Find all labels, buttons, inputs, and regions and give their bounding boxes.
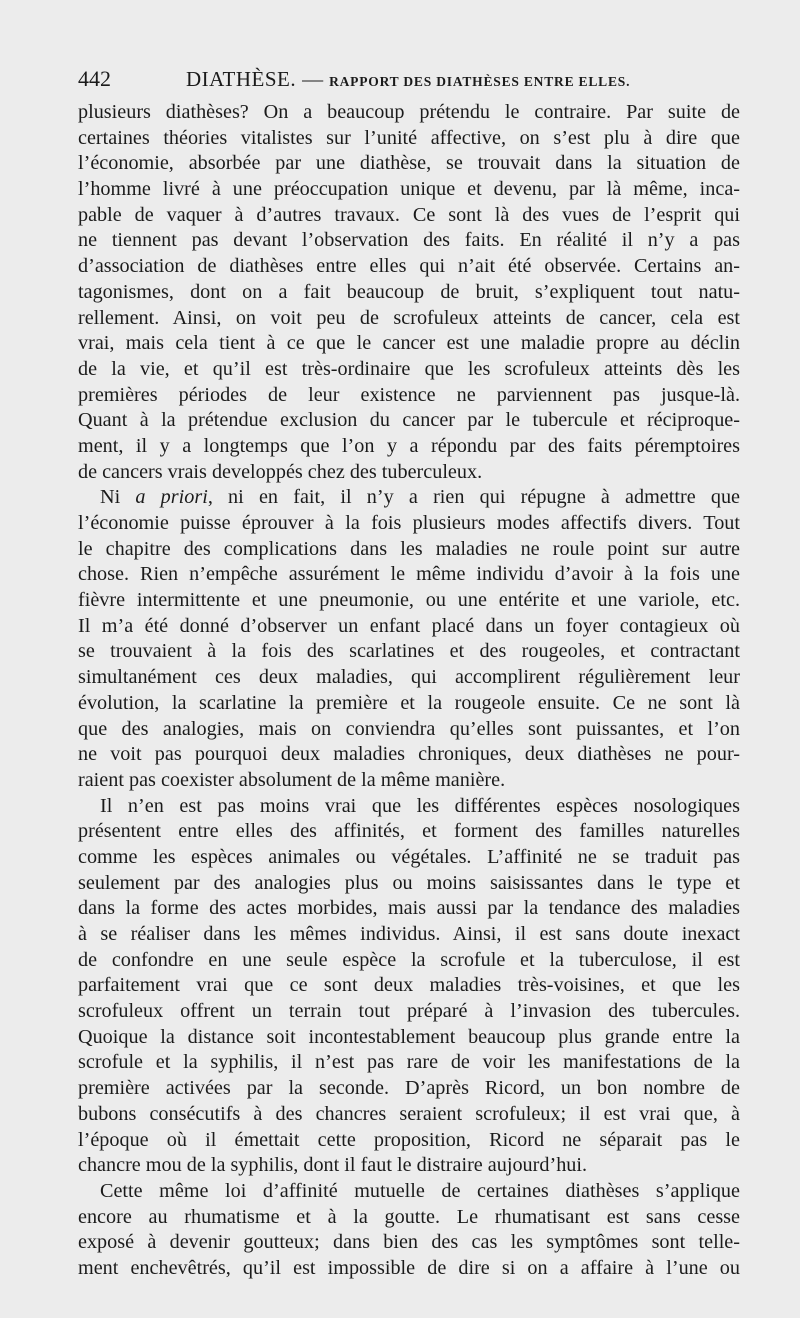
text-line: de cancers vrais developpés chez des tuberculeux.: [78, 460, 483, 483]
text-line: exposé à devenir goutteux; dans bien des cas les symptômes sont telle-: [78, 1231, 740, 1254]
text-line: dans la forme des actes morbides, mais aussi par la tendance des maladies: [78, 897, 740, 920]
running-title: RAPPORT DES DIATHÈSES ENTRE ELLES.: [329, 74, 631, 89]
text-line: scrofuleux offrent un terrain tout préparé à l’invasion des tubercules.: [78, 1000, 740, 1023]
text-line: ment, il y a longtemps que l’on y a répondu par des faits péremptoires: [78, 434, 740, 457]
text-line: à se réaliser dans les mêmes individus. Ainsi, il est sans doute inexact: [78, 923, 740, 945]
running-header: [78, 62, 740, 96]
text-run: Ni: [100, 486, 136, 509]
body-text: [78, 100, 740, 1282]
text-line: tagonismes, dont on a fait beaucoup de bruit, s’expliquent tout natu-: [78, 280, 740, 303]
text-line: pable de vaquer à d’autres travaux. Ce sont là des vues de l’esprit qui: [78, 203, 740, 226]
paragraph-1: [78, 100, 740, 485]
text-line: d’association de diathèses entre elles qui n’ait été observée. Certains an-: [78, 255, 740, 278]
text-line: le chapitre des complications dans les maladies ne roule point sur autre: [78, 537, 740, 560]
text-line: Il m’a été donné d’observer un enfant placé dans un foyer contagieux où: [78, 614, 740, 637]
text-line: l’époque où il émettait cette proposition, Ricord ne séparait pas le: [78, 1128, 740, 1151]
text-line: chancre mou de la syphilis, dont il faut le distraire aujourd’hui.: [78, 1154, 588, 1177]
text-line: scrofule et la syphilis, il n’est pas rare de voir les manifestations de la: [78, 1051, 740, 1074]
text-line: l’économie, absorbée par une diathèse, se trouvait dans la situation de: [78, 152, 740, 175]
text-line: de la vie, et qu’il est très-ordinaire que les scrofuleux atteints dès les: [78, 357, 740, 380]
text-line: de confondre en une seule espèce la scrofule et la tuberculose, il est: [78, 948, 740, 971]
text-line: simultanément ces deux maladies, qui accomplirent régulièrement leur: [78, 666, 740, 689]
text-line: Il n’en est pas moins vrai que les différentes espèces nosologiques: [100, 794, 740, 817]
page-number: 442: [78, 66, 111, 91]
text-line: premières périodes de leur existence ne parviennent pas jusque-là.: [78, 383, 740, 406]
text-line: présentent entre elles des affinités, et forment des familles naturelles: [78, 820, 740, 843]
text-line: [78, 485, 740, 511]
text-line: bubons consécutifs à des chancres seraient scrofuleux; il est vrai que, à: [78, 1102, 740, 1125]
text-line: encore au rhumatisme et à la goutte. Le rhumatisant est sans cesse: [78, 1205, 740, 1228]
text-line: plusieurs diathèses? On a beaucoup prétendu le contraire. Par suite de: [78, 101, 740, 123]
text-line: évolution, la scarlatine la première et la rougeole ensuite. Ce ne sont là: [78, 691, 740, 714]
text-line: Cette même loi d’affinité mutuelle de certaines diathèses s’applique: [100, 1179, 740, 1202]
paragraph-4: [78, 1179, 740, 1282]
paragraph-2: [78, 485, 740, 793]
text-line: chose. Rien n’empêche assurément le même individu d’avoir à la fois une: [78, 563, 740, 586]
text-line: parfaitement vrai que ce sont deux maladies très-voisines, et que les: [78, 974, 740, 997]
text-line: ne tiennent pas devant l’observation des faits. En réalité il n’y a pas: [78, 229, 740, 252]
text-line: ne voit pas pourquoi deux maladies chroniques, deux diathèses ne pour-: [78, 743, 740, 766]
text-line: raient pas coexister absolument de la même manière.: [78, 768, 506, 791]
text-line: fièvre intermittente et une pneumonie, ou une entérite et une variole, etc.: [78, 589, 740, 612]
text-line: seulement par des analogies plus ou moins saisissantes dans le type et: [78, 871, 740, 894]
text-line: l’homme livré à une préoccupation unique et devenu, par là même, inca-: [78, 178, 740, 201]
text-line: comme les espèces animales ou végétales. L’affinité ne se traduit pas: [78, 845, 740, 868]
text-run: , ni en fait, il n’y a rien qui répugne à admettre que: [207, 486, 740, 509]
text-line: l’économie puisse éprouver à la fois plusieurs modes affectifs divers. Tout: [78, 512, 740, 534]
text-line: se trouvaient à la fois des scarlatines et des rougeoles, et contractant: [78, 640, 740, 663]
text-line: vrai, mais cela tient à ce que le cancer est une maladie propre au déclin: [78, 332, 740, 355]
text-line: Quant à la prétendue exclusion du cancer par le tubercule et réciproque-: [78, 409, 740, 432]
paragraph-3: [78, 794, 740, 1179]
header-separator: —: [302, 67, 324, 91]
text-line: Quoique la distance soit incontestablement beaucoup plus grande entre la: [78, 1025, 740, 1048]
text-line: ment enchevêtrés, qu’il est impossible de dire si on a affaire à l’une ou: [78, 1256, 740, 1279]
italic-phrase: a priori: [135, 486, 208, 509]
text-line: rellement. Ainsi, on voit peu de scrofuleux atteints de cancer, cela est: [78, 306, 740, 329]
text-line: que des analogies, mais on conviendra qu’elles sont puissantes, et l’on: [78, 717, 740, 740]
chapter-title: DIATHÈSE.: [186, 67, 297, 91]
text-line: première activées par la seconde. D’après Ricord, un bon nombre de: [78, 1077, 740, 1100]
text-line: certaines théories vitalistes sur l’unité affective, on s’est plu à dire que: [78, 126, 740, 149]
